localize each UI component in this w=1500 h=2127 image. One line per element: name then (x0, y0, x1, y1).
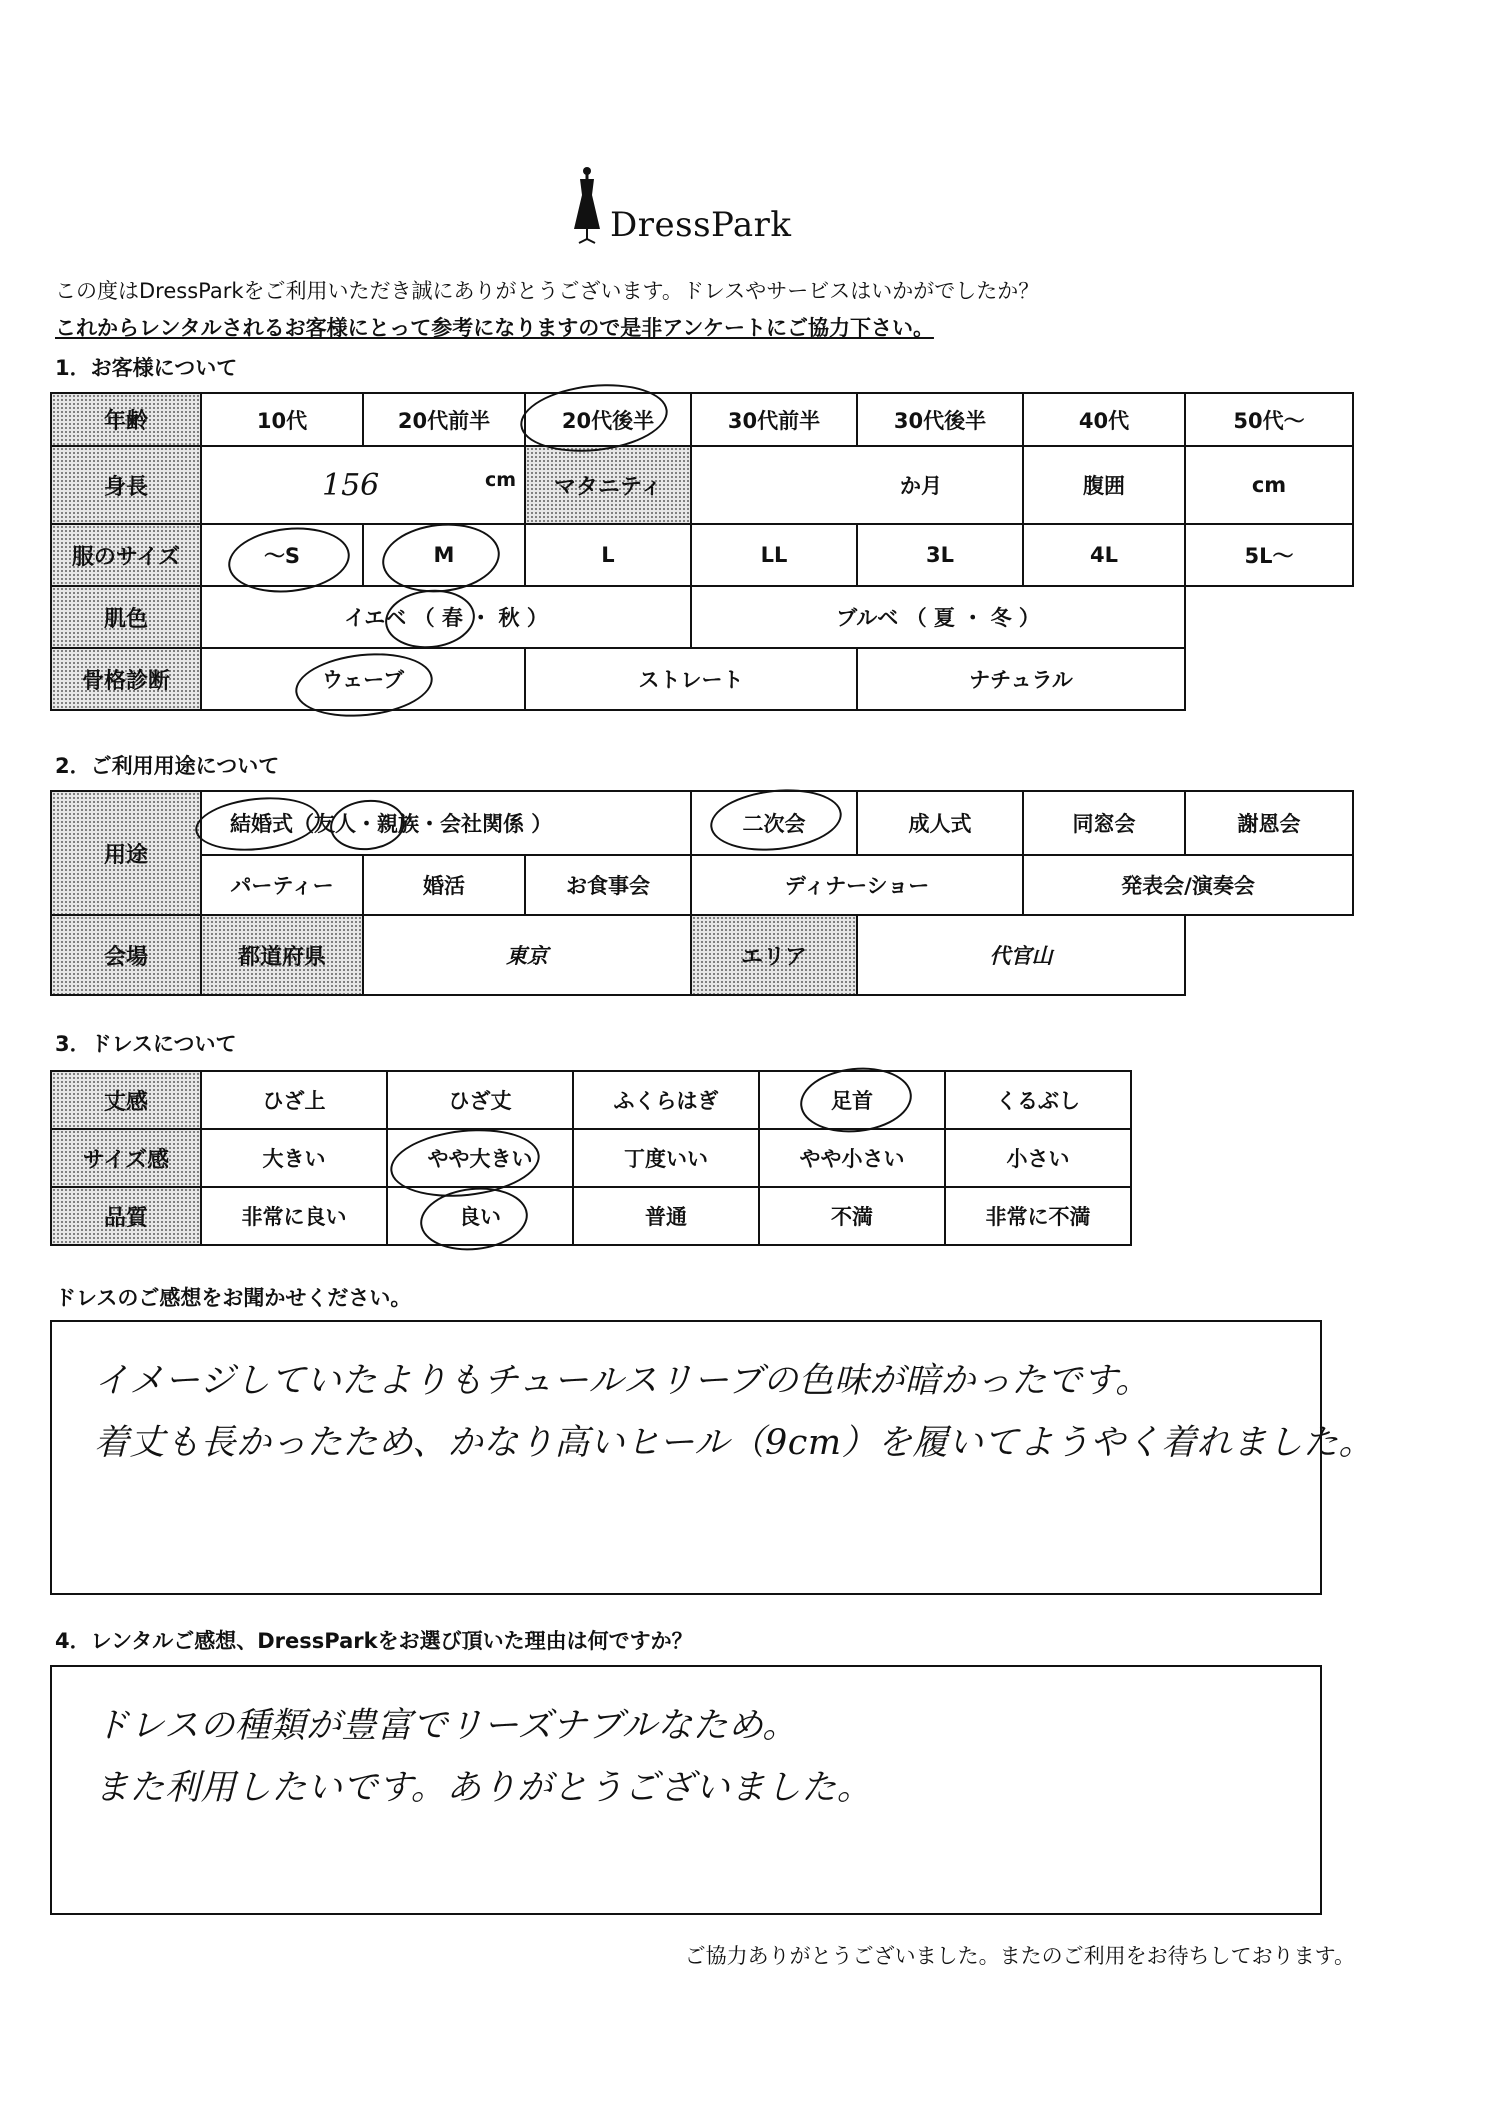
length-option[interactable]: 足首 (759, 1071, 945, 1129)
age-option[interactable]: 30代前半 (691, 393, 857, 446)
frame-label: 骨格診断 (51, 648, 201, 710)
fit-option[interactable]: やや大きい (387, 1129, 573, 1187)
age-option[interactable]: 30代後半 (857, 393, 1023, 446)
area-value[interactable]: 代官山 (857, 915, 1185, 995)
size-row (51, 524, 1353, 586)
skin-yellow[interactable]: イエベ （ 春 ・ 秋 ） (201, 586, 691, 648)
size-option[interactable]: 3L (857, 524, 1023, 586)
fit-label: サイズ感 (51, 1129, 201, 1187)
size-option[interactable]: L (525, 524, 691, 586)
section2-title: 2．ご利用用途について (55, 754, 280, 778)
quality-option[interactable]: 不満 (759, 1187, 945, 1245)
venue-row (51, 915, 1353, 995)
customer-table (50, 392, 1354, 711)
length-option[interactable]: ひざ丈 (387, 1071, 573, 1129)
closing-text: ご協力ありがとうございました。またのご利用をお待ちしております。 (684, 1944, 1355, 1968)
waist-label: 腹囲 (1023, 446, 1185, 524)
venue-label: 会場 (51, 915, 201, 995)
logo (570, 165, 792, 245)
quality-option[interactable]: 良い (387, 1187, 573, 1245)
length-label: 丈感 (51, 1071, 201, 1129)
fit-option[interactable]: やや小さい (759, 1129, 945, 1187)
usage-option[interactable]: 成人式 (857, 791, 1023, 855)
length-option[interactable]: ひざ上 (201, 1071, 387, 1129)
prefecture-label: 都道府県 (201, 915, 363, 995)
impression-box[interactable] (50, 1320, 1375, 1595)
height-field[interactable] (201, 446, 525, 524)
age-option[interactable]: 50代～ (1185, 393, 1353, 446)
usage-label: 用途 (51, 791, 201, 915)
waist-unit[interactable]: cm (1185, 446, 1353, 524)
usage-option[interactable]: 結婚式（友人・親族・会社関係 ） (201, 791, 691, 855)
usage-option[interactable]: お食事会 (525, 855, 691, 915)
usage-option[interactable]: パーティー (201, 855, 363, 915)
size-option[interactable]: M (363, 524, 525, 586)
section4-title: 4．レンタルご感想、DressParkをお選び頂いた理由は何ですか？ (55, 1629, 693, 1653)
brand-name: DressPark (610, 205, 792, 245)
skin-label: 肌色 (51, 586, 201, 648)
dress-icon (570, 165, 604, 245)
age-label: 年齢 (51, 393, 201, 446)
usage-option[interactable]: 発表会/演奏会 (1023, 855, 1353, 915)
impression-line: 着丈も長かったため、かなり高いヒール（9cm）を履いてようやく着れました。 (94, 1423, 1375, 1463)
quality-option[interactable]: 普通 (573, 1187, 759, 1245)
quality-option[interactable]: 非常に不満 (945, 1187, 1131, 1245)
size-option[interactable]: 4L (1023, 524, 1185, 586)
size-option[interactable]: LL (691, 524, 857, 586)
fit-row (51, 1129, 1131, 1187)
section3-title: 3．ドレスについて (55, 1032, 237, 1056)
height-unit: cm (484, 469, 516, 491)
age-option[interactable]: 40代 (1023, 393, 1185, 446)
fit-option[interactable]: 大きい (201, 1129, 387, 1187)
intro-text: この度はDressParkをご利用いただき誠にありがとうございます。ドレスやサービスはいかがでしたか？ (55, 279, 1040, 303)
usage-option[interactable]: 婚活 (363, 855, 525, 915)
prefecture-value[interactable]: 東京 (363, 915, 691, 995)
height-value: 156 (322, 467, 380, 503)
usage-row-2 (51, 855, 1353, 915)
size-option[interactable]: ～S (201, 524, 363, 586)
height-label: 身長 (51, 446, 201, 524)
blank-cell (1185, 648, 1353, 710)
length-option[interactable]: ふくらはぎ (573, 1071, 759, 1129)
usage-table (50, 790, 1354, 996)
blank-cell (1185, 586, 1353, 648)
usage-option[interactable]: 同窓会 (1023, 791, 1185, 855)
reason-line: また利用したいです。ありがとうございました。 (94, 1768, 873, 1808)
age-row (51, 393, 1353, 446)
usage-option[interactable]: 二次会 (691, 791, 857, 855)
length-row (51, 1071, 1131, 1129)
frame-option[interactable]: ナチュラル (857, 648, 1185, 710)
quality-row (51, 1187, 1131, 1245)
age-option[interactable]: 10代 (201, 393, 363, 446)
quality-label: 品質 (51, 1187, 201, 1245)
maternity-label: マタニティ (525, 446, 691, 524)
size-label: 服のサイズ (51, 524, 201, 586)
quality-option[interactable]: 非常に良い (201, 1187, 387, 1245)
frame-option[interactable]: ウェーブ (201, 648, 525, 710)
blank-cell (1185, 915, 1353, 995)
frame-row (51, 648, 1353, 710)
fit-option[interactable]: 丁度いい (573, 1129, 759, 1187)
dress-table (50, 1070, 1132, 1246)
skin-row (51, 586, 1353, 648)
impression-title: ドレスのご感想をお聞かせください。 (55, 1286, 412, 1310)
usage-option[interactable]: 謝恩会 (1185, 791, 1353, 855)
usage-option[interactable]: ディナーショー (691, 855, 1023, 915)
intro-request: これからレンタルされるお客様にとって参考になりますので是非アンケートにご協力下さい。 (55, 316, 934, 340)
size-option[interactable]: 5L～ (1185, 524, 1353, 586)
area-label: エリア (691, 915, 857, 995)
usage-row-1 (51, 791, 1353, 855)
age-option[interactable]: 20代後半 (525, 393, 691, 446)
frame-option[interactable]: ストレート (525, 648, 857, 710)
skin-blue[interactable]: ブルベ （ 夏 ・ 冬 ） (691, 586, 1185, 648)
reason-line: ドレスの種類が豊富でリーズナブルなため。 (94, 1706, 798, 1746)
section1-title: 1．お客様について (55, 356, 238, 380)
fit-option[interactable]: 小さい (945, 1129, 1131, 1187)
age-option[interactable]: 20代前半 (363, 393, 525, 446)
height-row (51, 446, 1353, 524)
maternity-months[interactable]: か月 (691, 446, 1023, 524)
impression-line: イメージしていたよりもチュールスリーブの色味が暗かったです。 (94, 1361, 1151, 1401)
reason-box[interactable] (50, 1665, 1322, 1915)
length-option[interactable]: くるぶし (945, 1071, 1131, 1129)
